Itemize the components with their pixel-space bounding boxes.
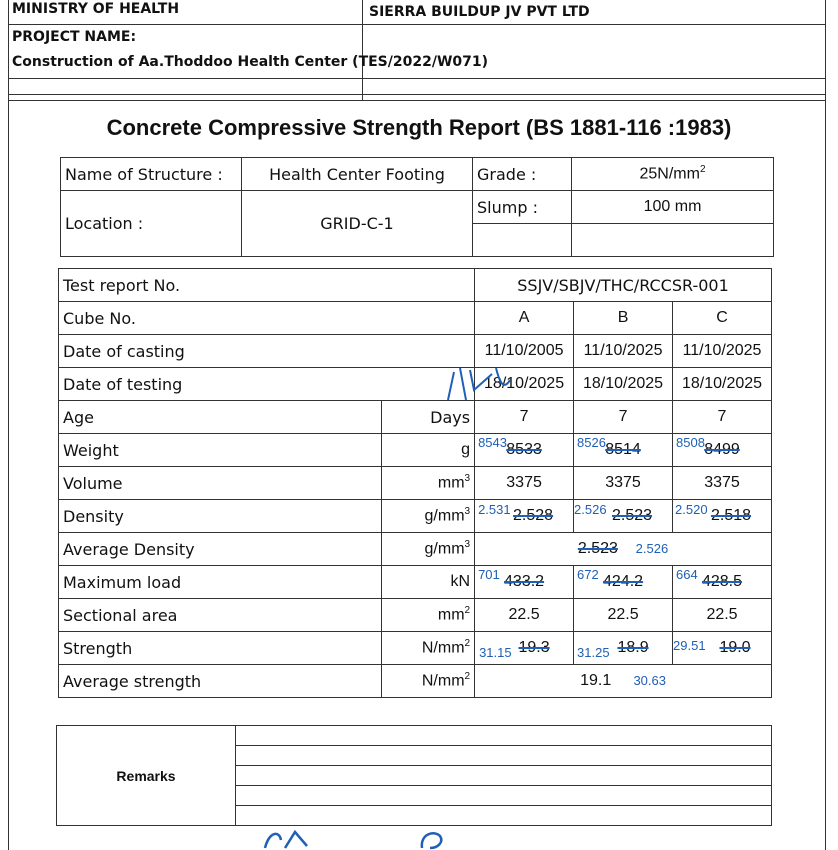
weight-a: 8543 8533 <box>475 434 574 467</box>
area-c: 22.5 <box>673 599 772 632</box>
volume-c: 3375 <box>673 467 772 500</box>
strength-c-correction: 29.51 <box>673 638 706 653</box>
strength-c: 29.51 19.0 <box>673 632 772 665</box>
density-a: 2.531 2.528 <box>475 500 574 533</box>
testing-label: Date of testing <box>59 368 475 401</box>
remarks-table <box>56 725 772 826</box>
header-divider <box>8 100 826 101</box>
casting-label: Date of casting <box>59 335 475 368</box>
density-b: 2.526 2.523 <box>574 500 673 533</box>
weight-unit: g <box>382 434 475 467</box>
max-load-a: 701 433.2 <box>475 566 574 599</box>
project-name: Construction of Aa.Thoddoo Health Center (TES/2022/W071) <box>12 54 489 70</box>
density-b-correction: 2.526 <box>574 502 607 517</box>
area-label: Sectional area <box>59 599 382 632</box>
max-load-unit: kN <box>382 566 475 599</box>
contractor-name: SIERRA BUILDUP JV PVT LTD <box>369 4 590 20</box>
volume-a: 3375 <box>475 467 574 500</box>
remarks-line <box>236 766 772 786</box>
remarks-line <box>236 786 772 806</box>
date-correction-scribble <box>440 360 540 420</box>
test-results-table <box>58 268 772 698</box>
grade-value: $25N/mm^2$ <box>572 158 774 191</box>
empty-cell <box>572 224 774 257</box>
remarks-label: Remarks <box>57 726 236 826</box>
testing-b: 18/10/2025 <box>574 368 673 401</box>
cube-c: C <box>673 302 772 335</box>
volume-label: Volume <box>59 467 382 500</box>
casting-a: 11/10/2005 <box>475 335 574 368</box>
weight-b: 8526 8514 <box>574 434 673 467</box>
remarks-line <box>236 746 772 766</box>
structure-info-table <box>60 157 774 257</box>
strength-a: 31.15 19.3 <box>475 632 574 665</box>
location-value: GRID-C-1 <box>242 191 473 257</box>
density-c-correction: 2.520 <box>675 502 708 517</box>
strength-label: Strength <box>59 632 382 665</box>
strength-b: 31.25 18.9 <box>574 632 673 665</box>
project-label: PROJECT NAME: <box>12 29 137 45</box>
remarks-line <box>236 806 772 826</box>
age-unit: Days <box>382 401 475 434</box>
avg-density-unit: $g/mm^3$ <box>382 533 475 566</box>
structure-value: Health Center Footing <box>242 158 473 191</box>
age-a: 7 <box>475 401 574 434</box>
age-c: 7 <box>673 401 772 434</box>
avg-strength-correction: 30.63 <box>633 673 666 688</box>
grade-label: Grade : <box>473 158 572 191</box>
header-divider <box>8 78 826 79</box>
max-load-c: 664 428.5 <box>673 566 772 599</box>
volume-b: 3375 <box>574 467 673 500</box>
structure-label: Name of Structure : <box>61 158 242 191</box>
volume-unit: $mm^3$ <box>382 467 475 500</box>
max-load-a-correction: 701 <box>478 567 500 582</box>
header-divider <box>362 0 363 100</box>
density-label: Density <box>59 500 382 533</box>
page-title: Concrete Compressive Strength Report (BS 1881-116 :1983) <box>106 115 732 140</box>
area-b: 22.5 <box>574 599 673 632</box>
casting-c: 11/10/2025 <box>673 335 772 368</box>
area-a: 22.5 <box>475 599 574 632</box>
slump-value: 100 mm <box>572 191 774 224</box>
header-divider <box>8 94 826 95</box>
testing-a: 18/10/2025 <box>475 368 574 401</box>
density-unit: $g/mm^3$ <box>382 500 475 533</box>
density-c: 2.520 2.518 <box>673 500 772 533</box>
max-load-b-correction: 672 <box>577 567 599 582</box>
location-label: Location : <box>61 191 242 257</box>
signature-mark <box>410 826 470 850</box>
avg-density-label: Average Density <box>59 533 382 566</box>
empty-cell <box>473 224 572 257</box>
report-no-label: Test report No. <box>59 269 475 302</box>
age-label: Age <box>59 401 382 434</box>
area-unit: $mm^2$ <box>382 599 475 632</box>
header-divider <box>8 24 826 25</box>
weight-b-correction: 8526 <box>577 435 606 450</box>
weight-c-correction: 8508 <box>676 435 705 450</box>
strength-unit: $N/mm^2$ <box>382 632 475 665</box>
weight-label: Weight <box>59 434 382 467</box>
max-load-b: 672 424.2 <box>574 566 673 599</box>
cube-b: B <box>574 302 673 335</box>
remarks-line <box>236 726 772 746</box>
weight-c: 8508 8499 <box>673 434 772 467</box>
strength-a-correction: 31.15 <box>479 645 512 660</box>
max-load-c-correction: 664 <box>676 567 698 582</box>
slump-label: Slump : <box>473 191 572 224</box>
report-no-value: SSJV/SBJV/THC/RCCSR-001 <box>475 269 772 302</box>
age-b: 7 <box>574 401 673 434</box>
testing-c: 18/10/2025 <box>673 368 772 401</box>
cube-label: Cube No. <box>59 302 475 335</box>
avg-strength-label: Average strength <box>59 665 382 698</box>
avg-density-value: 2.523 2.526 <box>475 533 772 566</box>
casting-b: 11/10/2025 <box>574 335 673 368</box>
cube-a: A <box>475 302 574 335</box>
strength-b-correction: 31.25 <box>577 645 610 660</box>
avg-strength-value: 19.1 30.63 <box>475 665 772 698</box>
signature-mark <box>255 826 335 850</box>
density-a-correction: 2.531 <box>478 502 511 517</box>
avg-density-correction: 2.526 <box>635 541 669 556</box>
ministry-name: MINISTRY OF HEALTH <box>12 1 180 17</box>
weight-a-correction: 8543 <box>478 435 507 450</box>
max-load-label: Maximum load <box>59 566 382 599</box>
avg-strength-unit: $N/mm^2$ <box>382 665 475 698</box>
